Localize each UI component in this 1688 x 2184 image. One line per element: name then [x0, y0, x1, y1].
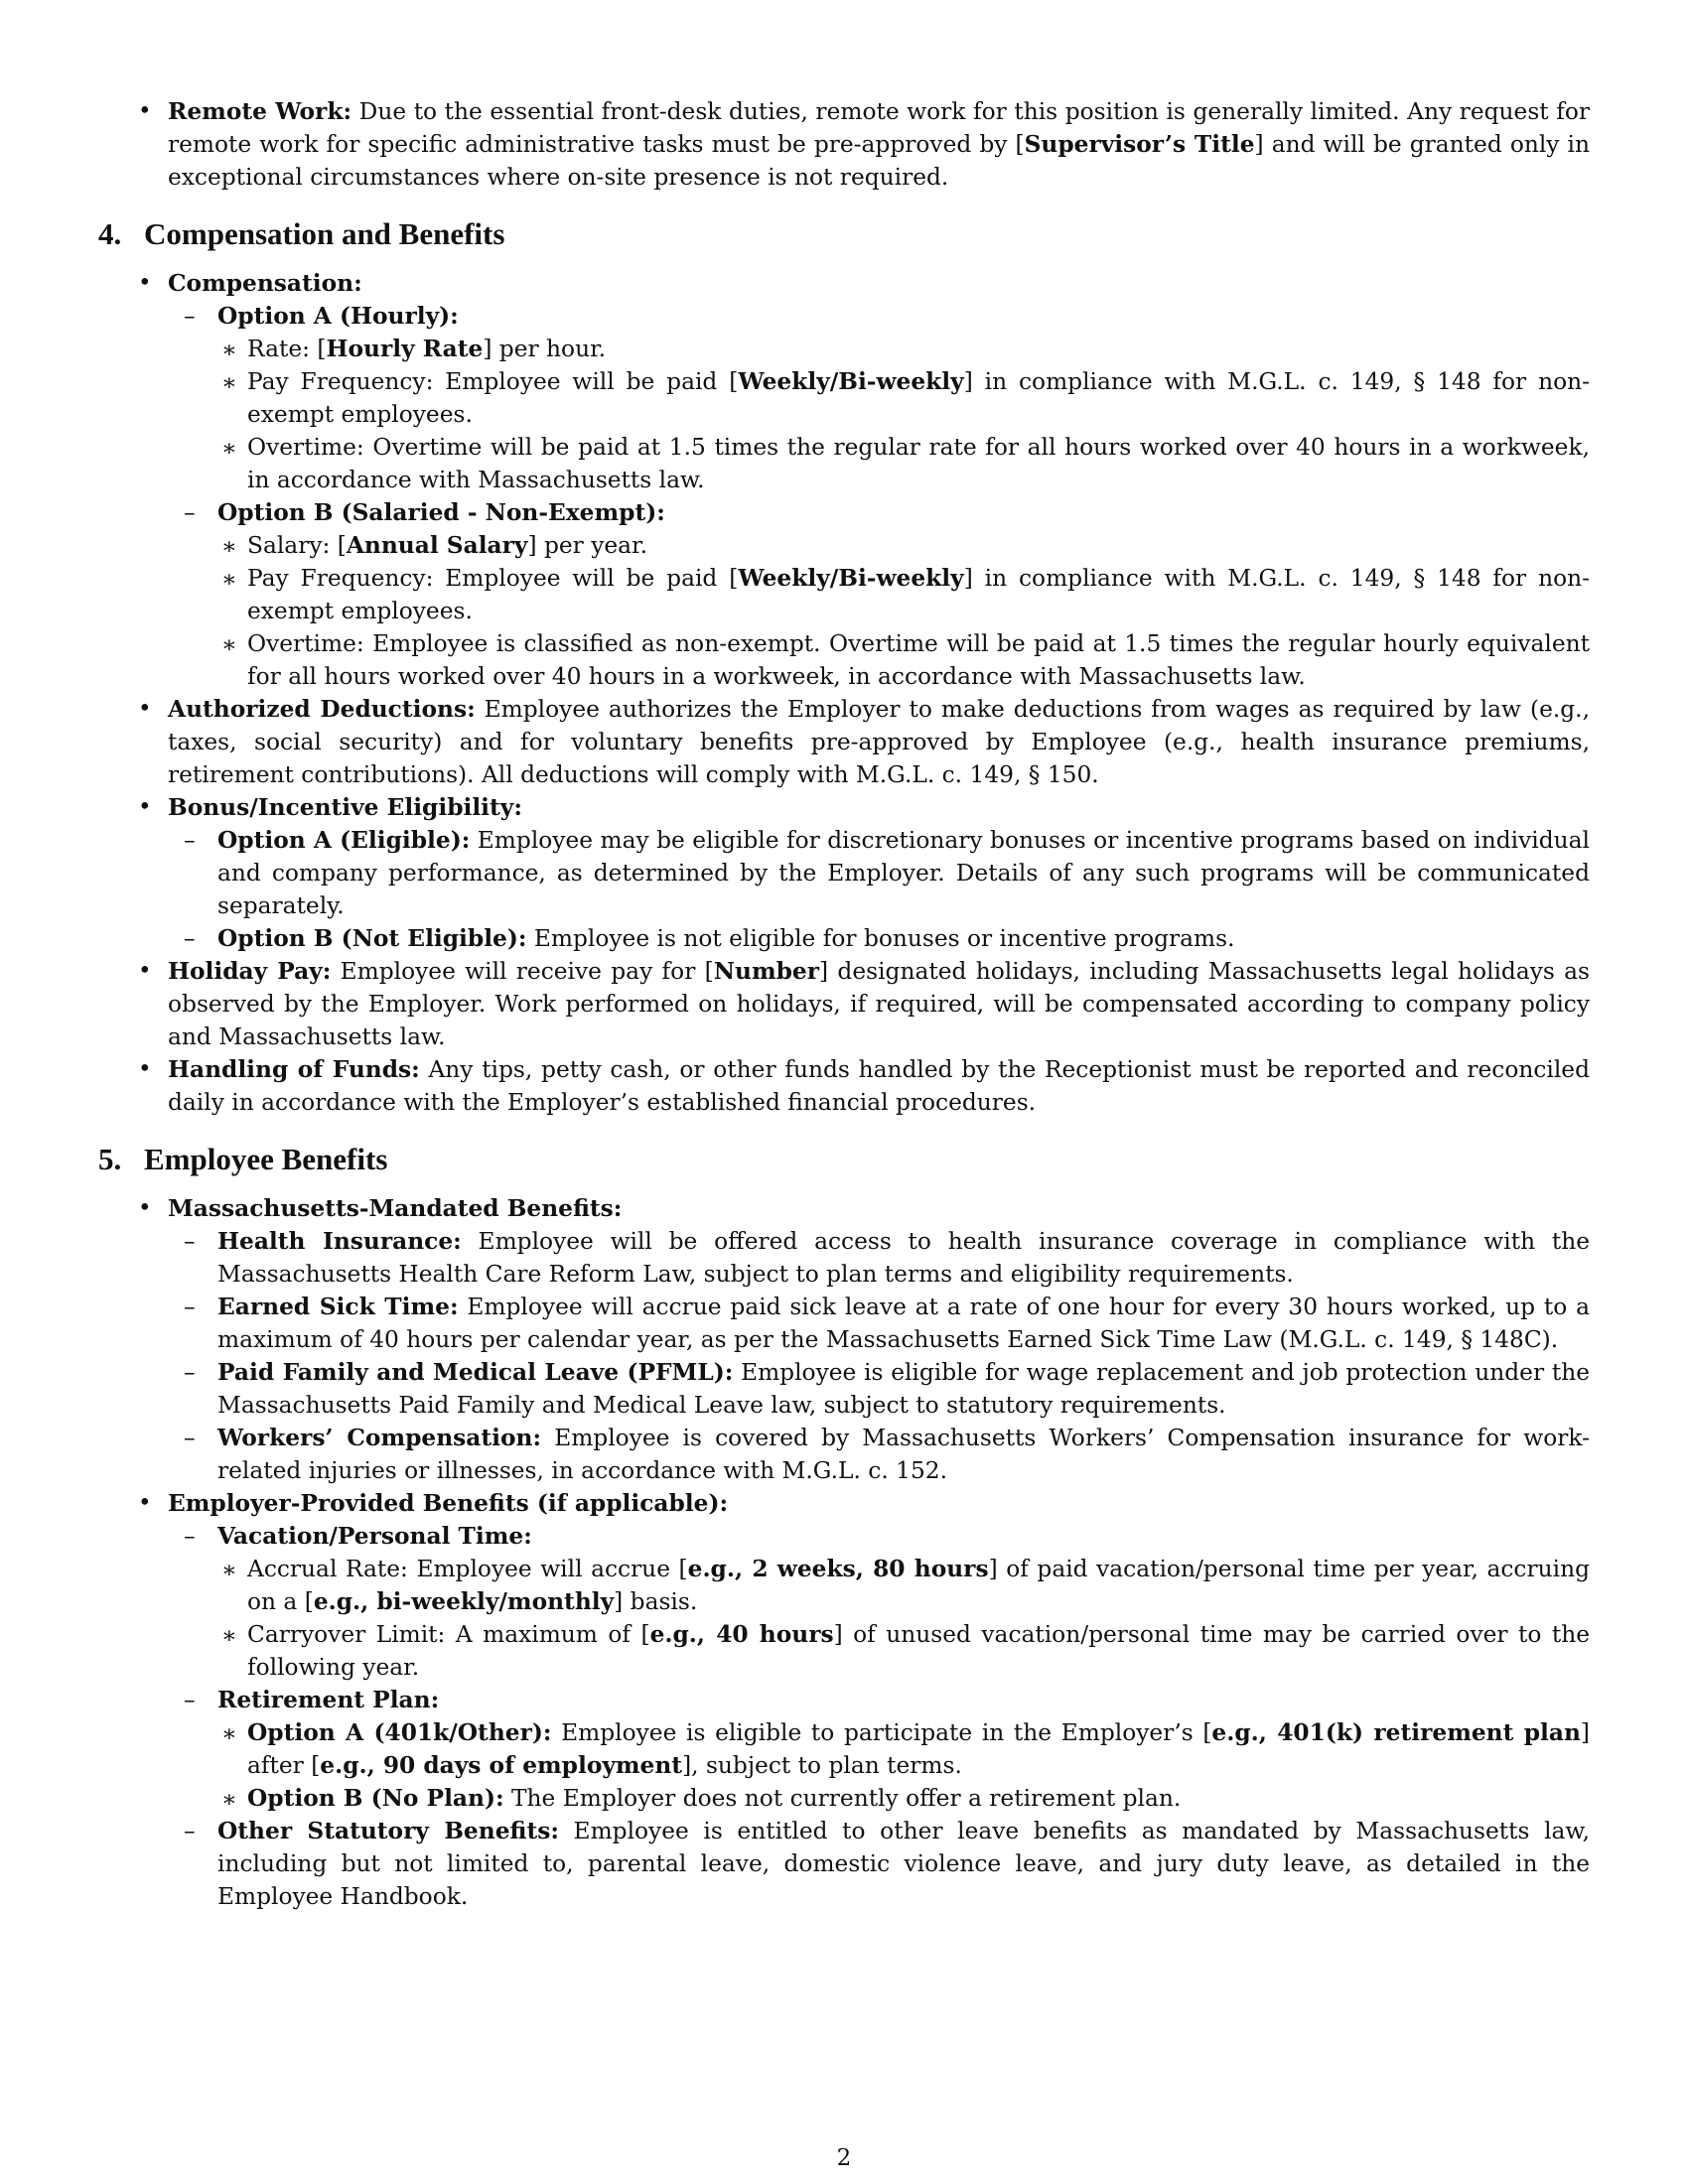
asterisk-icon: ∗ [221, 1557, 237, 1583]
item-text: ] in compliance with M.G.L. c. 149, § 148 for non-exempt employees. [247, 565, 1590, 624]
list-item [98, 955, 1590, 1053]
item-label: Retirement Plan: [217, 1687, 440, 1713]
item-text: Pay Frequency: Employee will be paid [ [247, 368, 739, 395]
item-text: Accrual Rate: Employee will accrue [ [247, 1556, 688, 1582]
item-label: Holiday Pay: [168, 958, 332, 985]
item-text: Due to the essential front-desk duties, remote work for this position is generally limited. Any request for remote work for specific administrative tasks must be pre-approved by [ [168, 98, 1590, 158]
asterisk-icon: ∗ [221, 533, 237, 560]
dash-icon: – [184, 925, 196, 952]
sub-list [217, 529, 1590, 693]
item-text: Employee authorizes the Employer to make deductions from wages as required by law (e.g., taxes, social security) and for voluntary benefits pre-approved by Employee (e.g., health insurance premiums, retirement contributions). All deductions will comply with M.G.L. c. 149, § 150. [168, 696, 1590, 788]
list-item [158, 1356, 1590, 1422]
placeholder: Weekly/Bi-weekly [738, 368, 964, 395]
list-item [217, 627, 1590, 693]
section-title: Compensation and Benefits [144, 216, 505, 251]
placeholder: Hourly Rate [326, 336, 484, 362]
item-text: ] basis. [614, 1588, 698, 1615]
list-item [98, 791, 1590, 955]
item-label: Bonus/Incentive Eligibility: [168, 794, 522, 821]
item-label: Option B (No Plan): [247, 1785, 504, 1812]
list-item [217, 1553, 1590, 1618]
section-5-heading [98, 1140, 1590, 1179]
item-text: Overtime: Overtime will be paid at 1.5 times the regular rate for all hours worked over 40 hours in a workweek, in accordance with Massachusetts law. [247, 434, 1590, 493]
placeholder: Supervisor’s Title [1024, 131, 1255, 158]
item-text: Salary: [ [247, 532, 347, 559]
sub-list [158, 300, 1590, 693]
asterisk-icon: ∗ [221, 369, 237, 396]
item-text: Rate: [ [247, 336, 327, 362]
item-label: Employer-Provided Benefits (if applicable): [168, 1490, 729, 1517]
item-text: The Employer does not currently offer a retirement plan. [503, 1785, 1182, 1812]
item-text: Employee is covered by Massachusetts Workers’ Compensation insurance for work-related injuries or illnesses, in accordance with M.G.L. c. 152. [217, 1425, 1590, 1484]
list-item [158, 1684, 1590, 1815]
list-item [158, 1291, 1590, 1356]
item-text: Employee is entitled to other leave benefits as mandated by Massachusetts law, including but not limited to, parental leave, domestic violence leave, and jury duty leave, as detailed in the Employee Handbook. [217, 1818, 1591, 1910]
dash-icon: – [184, 827, 196, 854]
item-label: Earned Sick Time: [217, 1294, 459, 1320]
page-number: 2 [836, 2145, 852, 2171]
placeholder: e.g., bi-weekly/monthly [313, 1588, 615, 1615]
bullet-icon: • [138, 1195, 152, 1221]
bullet-icon: • [138, 794, 152, 820]
sub-list [158, 824, 1590, 955]
bullet-icon: • [138, 696, 152, 722]
section-number: 4. [98, 216, 122, 251]
dash-icon: – [184, 303, 196, 330]
bullet-icon: • [138, 1490, 152, 1516]
dash-icon: – [184, 1818, 196, 1844]
item-label: Option B (Salaried - Non-Exempt): [217, 499, 665, 526]
bullet-icon: • [138, 270, 152, 296]
bullet-icon: • [138, 98, 152, 124]
item-label: Workers’ Compensation: [217, 1425, 542, 1451]
item-label: Option B (Not Eligible): [217, 925, 527, 952]
list-item [217, 1716, 1590, 1782]
list-item [217, 333, 1590, 365]
dash-icon: – [184, 1425, 196, 1451]
section-title: Employee Benefits [144, 1142, 388, 1176]
list-item [217, 529, 1590, 562]
item-label: Option A (Eligible): [217, 827, 471, 854]
document-page [98, 95, 1590, 1913]
placeholder: e.g., 401(k) retirement plan [1211, 1719, 1581, 1746]
sub-list [217, 1716, 1590, 1815]
item-text: Employee is eligible for wage replacement and job protection under the Massachusetts Paid Family and Medical Leave law, subject to statutory requirements. [217, 1359, 1590, 1419]
list-item [98, 1487, 1590, 1913]
sub-list [217, 1553, 1590, 1684]
dash-icon: – [184, 1294, 196, 1320]
bullet-icon: • [138, 1056, 152, 1082]
item-label: Health Insurance: [217, 1228, 462, 1255]
item-text: Employee is eligible to participate in the Employer’s [ [551, 1719, 1212, 1746]
item-text: Employee may be eligible for discretionary bonuses or incentive programs based on individual and company performance, as determined by the Employer. Details of any such programs will be communicated separately. [217, 827, 1590, 919]
dash-icon: – [184, 1228, 196, 1255]
list-item [158, 1225, 1590, 1291]
item-label: Option A (Hourly): [217, 303, 459, 330]
list-item [158, 922, 1590, 955]
item-text: ] in compliance with M.G.L. c. 149, § 148 for non-exempt employees. [247, 368, 1590, 428]
dash-icon: – [184, 1687, 196, 1713]
remote-work-list [98, 95, 1590, 194]
list-item [158, 496, 1590, 693]
asterisk-icon: ∗ [221, 337, 237, 363]
item-text: Overtime: Employee is classified as non-exempt. Overtime will be paid at 1.5 times the regular hourly equivalent for all hours worked over 40 hours in a workweek, in accordance with Massachusetts law. [247, 630, 1590, 690]
item-text: Employee is not eligible for bonuses or incentive programs. [526, 925, 1235, 952]
item-label: Handling of Funds: [168, 1056, 420, 1083]
item-text: ], subject to plan terms. [682, 1752, 962, 1779]
item-label: Option A (401k/Other): [247, 1719, 552, 1746]
sub-list [217, 333, 1590, 496]
item-label: Massachusetts-Mandated Benefits: [168, 1195, 623, 1222]
list-item [98, 1192, 1590, 1487]
list-item [158, 1815, 1590, 1913]
dash-icon: – [184, 1359, 196, 1386]
item-text: Employee will receive pay for [ [331, 958, 714, 985]
item-text: ] after [ [247, 1719, 1591, 1779]
dash-icon: – [184, 499, 196, 526]
section-4-list [98, 267, 1590, 1119]
asterisk-icon: ∗ [221, 1720, 237, 1747]
list-item [98, 693, 1590, 791]
list-item [158, 824, 1590, 922]
list-item [217, 365, 1590, 431]
placeholder: Number [713, 958, 820, 985]
bullet-icon: • [138, 958, 152, 984]
item-text: Pay Frequency: Employee will be paid [ [247, 565, 739, 592]
placeholder: e.g., 2 weeks, 80 hours [687, 1556, 989, 1582]
item-label: Compensation: [168, 270, 362, 297]
placeholder: Annual Salary [346, 532, 528, 559]
list-item [158, 300, 1590, 496]
section-number: 5. [98, 1142, 122, 1176]
dash-icon: – [184, 1523, 196, 1550]
list-item [98, 1053, 1590, 1119]
item-text: ] per year. [527, 532, 648, 559]
section-5-list [98, 1192, 1590, 1913]
item-label: Paid Family and Medical Leave (PFML): [217, 1359, 734, 1386]
item-text: ] designated holidays, including Massachusetts legal holidays as observed by the Employer. Work performed on holidays, if required, will be compensated according to company policy and Massachusetts law. [168, 958, 1590, 1050]
list-item [217, 1782, 1590, 1815]
item-label: Other Statutory Benefits: [217, 1818, 559, 1844]
item-text: Employee will be offered access to health insurance coverage in compliance with the Massachusetts Health Care Reform Law, subject to plan terms and eligibility requirements. [217, 1228, 1591, 1288]
list-item [217, 562, 1590, 627]
placeholder: e.g., 90 days of employment [320, 1752, 683, 1779]
item-label: Vacation/Personal Time: [217, 1523, 532, 1550]
list-item [217, 431, 1590, 496]
asterisk-icon: ∗ [221, 1786, 237, 1813]
asterisk-icon: ∗ [221, 435, 237, 462]
item-label: Authorized Deductions: [168, 696, 476, 723]
item-text: ] of unused vacation/personal time may be carried over to the following year. [247, 1621, 1591, 1681]
sub-list [158, 1520, 1590, 1913]
item-label: Remote Work: [168, 98, 352, 125]
sub-list [158, 1225, 1590, 1487]
section-4-heading [98, 214, 1590, 254]
list-item [158, 1520, 1590, 1684]
item-text: ] and will be granted only in exceptional circumstances where on-site presence is not required. [168, 131, 1590, 191]
list-item [98, 95, 1590, 194]
item-text: Employee will accrue paid sick leave at a rate of one hour for every 30 hours worked, up to a maximum of 40 hours per calendar year, as per the Massachusetts Earned Sick Time Law (M.G.L. c. 149, § 148C). [217, 1294, 1590, 1353]
item-text: Carryover Limit: A maximum of [ [247, 1621, 650, 1648]
placeholder: e.g., 40 hours [649, 1621, 834, 1648]
item-text: ] of paid vacation/personal time per year, accruing on a [ [247, 1556, 1590, 1615]
asterisk-icon: ∗ [221, 1622, 237, 1649]
asterisk-icon: ∗ [221, 631, 237, 658]
item-text: Any tips, petty cash, or other funds handled by the Receptionist must be reported and reconciled daily in accordance with the Employer’s established financial procedures. [168, 1056, 1590, 1116]
list-item [217, 1618, 1590, 1684]
asterisk-icon: ∗ [221, 566, 237, 593]
placeholder: Weekly/Bi-weekly [738, 565, 964, 592]
list-item [98, 267, 1590, 693]
list-item [158, 1422, 1590, 1487]
item-text: ] per hour. [483, 336, 607, 362]
